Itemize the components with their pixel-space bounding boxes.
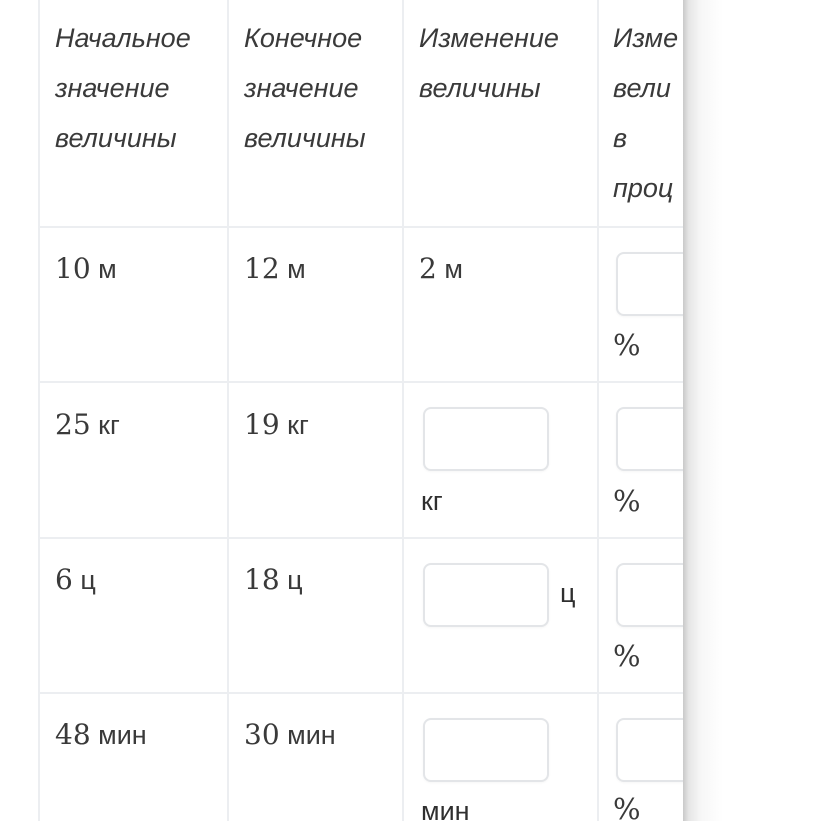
row1-final-value (244, 252, 306, 285)
row3-final-value (244, 563, 303, 596)
value-number: 25 (55, 408, 91, 441)
value-unit: кг (279, 410, 309, 440)
row2-percent-input[interactable] (616, 407, 683, 471)
value-unit: м (90, 254, 117, 284)
row3-percent-input[interactable] (616, 563, 683, 627)
value-number: 18 (244, 563, 280, 596)
row2-final-value (244, 408, 309, 441)
row4-change-input[interactable] (423, 718, 549, 782)
row4-final-value (244, 718, 336, 751)
value-number: 10 (55, 252, 91, 285)
value-unit: мин (279, 720, 336, 750)
header-change-percent: Изме вели в проц (613, 23, 679, 203)
column-divider (597, 0, 599, 821)
value-unit: ц (72, 565, 96, 595)
row4-change-unit: мин (421, 796, 470, 821)
column-divider (402, 0, 404, 821)
row1-initial-value (55, 252, 117, 285)
row4-percent-input[interactable] (616, 718, 683, 782)
value-unit: ц (279, 565, 303, 595)
row2-percent-sign: % (613, 484, 641, 518)
value-number: 48 (55, 718, 91, 751)
header-final-value: Конечное значение величины (244, 23, 366, 153)
row-divider (38, 381, 683, 383)
row1-change-value (419, 252, 463, 285)
value-unit: м (436, 254, 463, 284)
column-divider (227, 0, 229, 821)
value-number: 19 (244, 408, 280, 441)
value-unit: кг (90, 410, 120, 440)
row2-change-input[interactable] (423, 407, 549, 471)
row4-percent-sign: % (613, 792, 641, 821)
row-divider (38, 226, 683, 228)
value-number: 2 (419, 252, 437, 285)
row3-percent-sign: % (613, 639, 641, 673)
value-unit: мин (90, 720, 147, 750)
value-number: 30 (244, 718, 280, 751)
table-border-left (38, 0, 40, 821)
row3-change-unit: ц (560, 578, 576, 608)
value-unit: м (279, 254, 306, 284)
value-number: 12 (244, 252, 280, 285)
row3-initial-value (55, 563, 96, 596)
header-initial-value: Начальное значение величины (55, 23, 191, 153)
row1-percent-sign: % (613, 328, 641, 362)
row2-initial-value (55, 408, 120, 441)
row2-change-unit: кг (421, 486, 443, 516)
row-divider (38, 692, 683, 694)
scroll-overflow-shadow (683, 0, 821, 821)
row4-initial-value (55, 718, 147, 751)
header-change: Изменение величины (419, 23, 559, 103)
value-number: 6 (55, 563, 73, 596)
row-divider (38, 537, 683, 539)
row1-percent-input[interactable] (616, 252, 683, 316)
row3-change-input[interactable] (423, 563, 549, 627)
